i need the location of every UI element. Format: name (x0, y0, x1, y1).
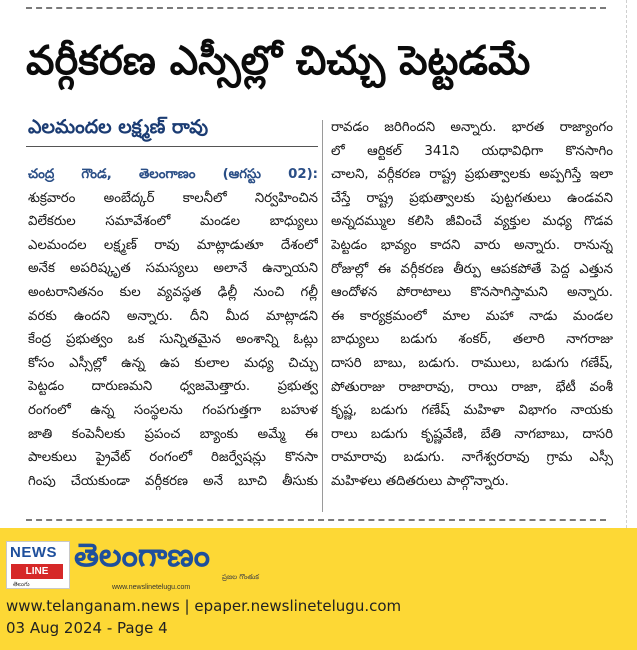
text-line: అనేక అపరిష్కృత సమస్యలు అలానే ఉన్నాయని (28, 261, 318, 277)
text-line: కృష్ణ, బడుగు గణేష్ మహిళా విభాగం నాయకు (331, 403, 613, 419)
footer-links[interactable]: www.telanganam.news | epaper.newslinetelugu.com (6, 597, 402, 615)
text-line: దాసరి బాబు, బడుగు. రాములు, బడుగు గణేష్, (331, 355, 613, 371)
text-line: ఎలమందల లక్ష్మణ్ రావు మాట్లాడుతూ దేశంలో (28, 237, 318, 253)
text-line: ఈ కార్యక్రమంలో మాల మహా నాడు మండల (331, 308, 613, 324)
right-edge-divider (626, 0, 627, 528)
text-line: గింపు చేయకుండా వర్గీకరణ అనే బూచి తీసుకు (28, 473, 318, 489)
text-line: పెట్టడం భావ్యం కాదని వారు అన్నారు. రానున్న (331, 237, 613, 253)
right-column (331, 116, 613, 494)
text-line: లో ఆర్టికల్ 341ని యధావిధిగా కొనసాగిం (331, 143, 613, 159)
text-line: చాలని, వర్గీకరణ రాష్ట్ర ప్రభుత్వాలకు అప్పగిస్తే ఇలా (331, 167, 613, 183)
logo-sub-text: తెలుగు (13, 581, 30, 588)
text-line: పాలకులు ప్రైవేట్ రంగంలో రిజర్వేషన్లు కొనసా (28, 450, 318, 466)
brand-url[interactable]: www.newslinetelugu.com (112, 584, 191, 591)
text-line: కేంద్ర ప్రభుత్వం ఒక సున్నితమైన అంశాన్ని ఓట్లు (28, 332, 318, 348)
column-divider (322, 120, 323, 512)
left-column (28, 163, 318, 493)
footer-bar (0, 528, 637, 650)
text-line: రామారావు బడుగు. నాగేశ్వరరావు గ్రామ ఎస్సీ (331, 450, 613, 466)
newsline-logo[interactable] (6, 541, 70, 589)
byline-underline (26, 146, 318, 147)
bottom-dashed-divider (26, 519, 606, 521)
logo-line-text: LINE (11, 564, 63, 579)
text-line: రోజుల్లో ఈ వర్గీకరణ తీర్పు ఆపకపోతే పెద్ద ఎత్తున (331, 261, 613, 277)
text-line: అన్నదమ్ముల కలిసి జీవించే వ్యక్తుల మధ్య గొడవ (331, 214, 613, 230)
text-line: విలేకరుల సమావేశంలో మండల బాధ్యులు (28, 214, 318, 230)
text-line: మహిళలు తదితరులు పాల్గొన్నారు. (331, 473, 509, 489)
text-line: చేస్తే రాష్ట్ర ప్రభుత్వాలకు పుట్టగతులు ఉండవని (331, 190, 613, 206)
text-line: రంగంలో ఉన్న సంస్థలను గంపగుత్తగా బహుళ (28, 402, 318, 418)
logo-news-text: NEWS (10, 544, 57, 561)
footer-date-page: 03 Aug 2024 - Page 4 (6, 619, 168, 637)
text-line: పెట్టడం దారుణమని ధ్వజమెత్తారు. ప్రభుత్వ (28, 379, 318, 395)
byline: ఎలమందల లక్ష్మణ్ రావు (28, 116, 209, 138)
text-line: రావడం జరిగిందని అన్నారు. భారత రాజ్యాంగం (331, 120, 613, 135)
text-line: కోసం ఎస్సీల్లో ఉన్న ఉప కులాల మధ్య చిచ్చు (28, 355, 318, 371)
text-line: వరకు ఉందని అన్నారు. దీని మీద మాట్లాడని (28, 308, 318, 324)
dateline: చంద్ర గౌండ, తెలంగాణం (ఆగస్టు 02): (28, 167, 318, 182)
text-line: బాధ్యులు బడుగు శంకర్, తలారి నాగరాజు (331, 332, 613, 348)
headline: వర్గీకరణ ఎస్సీల్లో చిచ్చు పెట్టడమే (26, 38, 531, 84)
text-line: అంటరానితనం కుల వ్యవస్థత ఢిల్లీ నుంచి గల్లీ (28, 284, 318, 300)
text-line: జాతి కంపెనీలకు ప్రపంచ బ్యాంకు అమ్మే ఈ (28, 426, 318, 442)
text-line: ఆందోళన పోరాటాలు కొనసాగిస్తామని అన్నారు. (331, 285, 613, 301)
text-line: శుక్రవారం అంబేద్కర్ కాలనీలో నిర్వహించిన (28, 190, 318, 206)
top-dashed-divider (26, 7, 606, 9)
text-line: పోతురాజు రాజారావు, రాయి రాజా, భేటీ వంశీ (331, 379, 613, 395)
telanganam-brand[interactable]: తెలంగాణం (74, 536, 210, 574)
brand-tagline: ప్రజల గొంతుక (222, 573, 259, 581)
text-line: రాలు బడుగు కృష్ణవేణి, బేతి నాగబాబు, దాసరి (331, 426, 613, 442)
